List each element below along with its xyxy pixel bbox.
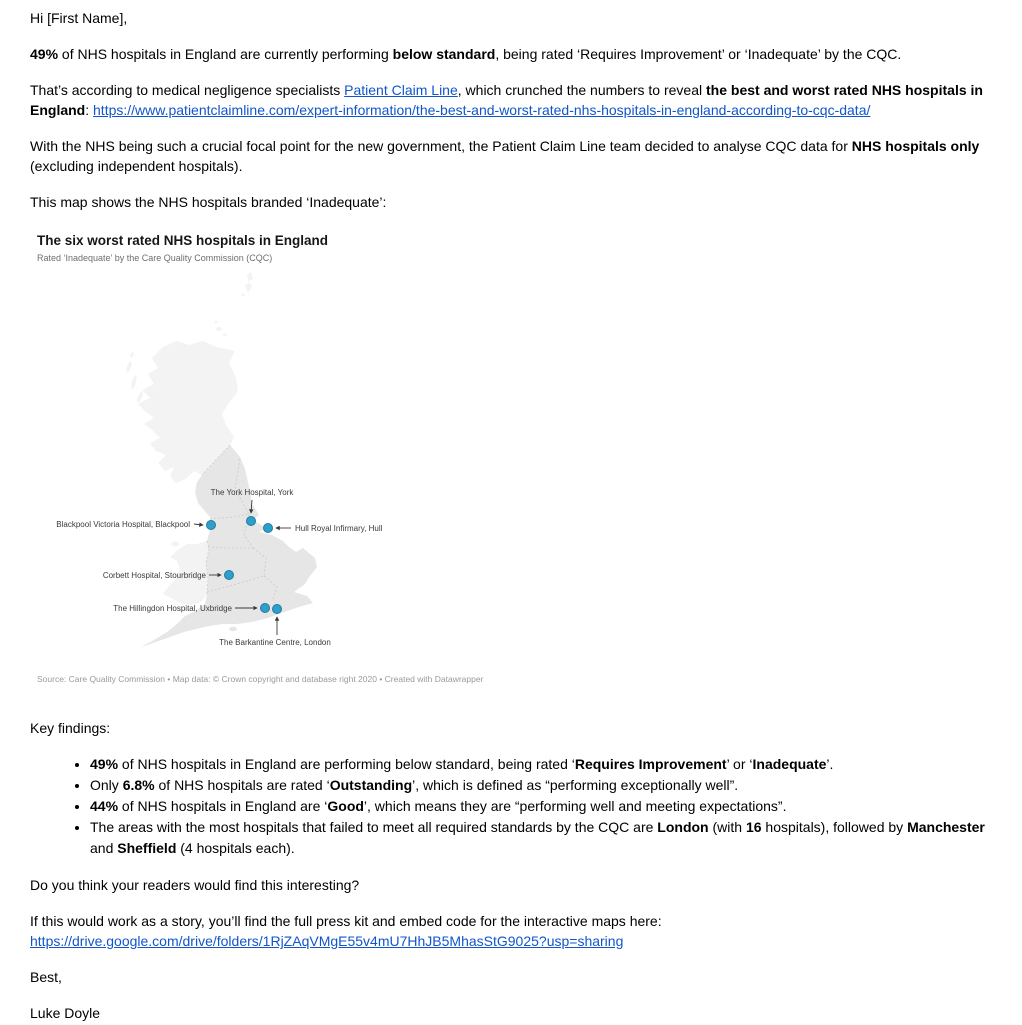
signoff-paragraph: Best, [30, 969, 62, 985]
hospital-label: Blackpool Victoria Hospital, Blackpool [56, 520, 190, 529]
hospital-dot [225, 571, 234, 580]
intro-paragraph: 49% of NHS hospitals in England are currently performing below standard, being rated ‘Requires Improvement’ or ‘Inadequate’ by the CQC. [30, 46, 902, 62]
map-source-line: Source: Care Quality Commission • Map data: © Crown copyright and database right 2020 • Created with Datawrapper [37, 674, 484, 684]
hospital-label: The Hillingdon Hospital, Uxbridge [113, 604, 232, 613]
uk-map [37, 267, 437, 669]
hospital-dot [247, 517, 256, 526]
map-lead-paragraph: This map shows the NHS hospitals branded ‘Inadequate’: [30, 194, 387, 210]
hospital-label: Corbett Hospital, Stourbridge [102, 571, 206, 580]
hospital-dot [264, 524, 273, 533]
hospital-dot [207, 521, 216, 530]
list-item: • 49% of NHS hospitals in England are performing below standard, being rated ‘Requires Improvement’ or ‘Inadequate’. [90, 754, 1008, 775]
marker-arrow [194, 524, 203, 525]
hyperlink[interactable]: Patient Claim Line [344, 82, 458, 98]
hyperlink[interactable]: https://drive.google.com/drive/folders/1RjZAqVMgE55v4mU7HhJB5MhasStG9025?usp=sharing [30, 933, 624, 949]
question-paragraph: Do you think your readers would find this interesting? [30, 877, 360, 893]
signature-paragraph: Luke Doyle [30, 1005, 101, 1021]
hyperlink[interactable]: https://www.patientclaimline.com/expert-information/the-best-and-worst-rated-nhs-hospitals-in-england-according-to-cqc-data/ [93, 102, 871, 118]
map-figure [30, 228, 1008, 684]
list-item: • 44% of NHS hospitals in England are ‘Good’, which means they are “performing well and meeting expectations”. [90, 796, 1008, 817]
england-region [141, 445, 317, 647]
hospital-label: The Barkantine Centre, London [219, 638, 331, 647]
hospital-dot [261, 604, 270, 613]
hospital-label: Hull Royal Infirmary, Hull [295, 524, 383, 533]
key-findings-heading: Key findings: [30, 720, 111, 736]
greeting-paragraph: Hi [First Name], [30, 10, 128, 26]
key-findings-list [30, 754, 1008, 859]
list-item: • Only 6.8% of NHS hospitals are rated ‘Outstanding’, which is defined as “performing exceptionally well”. [90, 775, 1008, 796]
list-item: • The areas with the most hospitals that failed to meet all required standards by the CQC are London (with 16 hospitals), followed by Manchester and Sheffield (4 hospitals each). [90, 817, 1008, 859]
press-kit-paragraph: If this would work as a story, you’ll find the full press kit and embed code for the interactive maps here: https://drive.google.com/drive/folders/1RjZAqVMgE55v4mU7HhJB5MhasStG9025?usp=sharing [30, 913, 662, 949]
hospital-label: The York Hospital, York [210, 488, 294, 497]
context-paragraph: With the NHS being such a crucial focal point for the new government, the Patient Claim Line team decided to analyse CQC data for NHS hospitals only (excluding independent hospitals). [30, 138, 980, 174]
map-subtitle: Rated ‘Inadequate’ by the Care Quality Commission (CQC) [37, 253, 273, 263]
hospital-dot [273, 605, 282, 614]
source-paragraph: That’s according to medical negligence specialists Patient Claim Line, which crunched the numbers to reveal the best and worst rated NHS hospitals in England: https://www.patientclaimline.com/expert-information/the-best-and-worst-rated-nhs-hospitals-in-england-according-to-cqc-data/ [30, 82, 983, 118]
map-title: The six worst rated NHS hospitals in England [37, 233, 329, 248]
